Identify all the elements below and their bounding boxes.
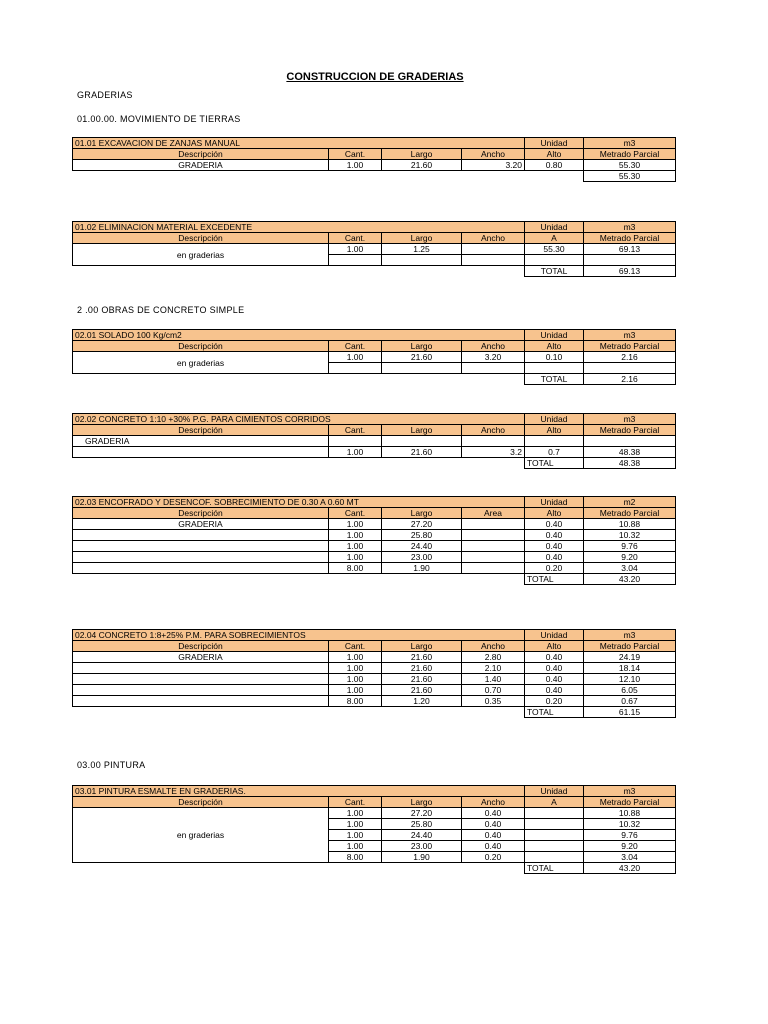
table-row <box>73 244 676 255</box>
cell-metrado: 2.16 <box>584 352 676 363</box>
col-header: Metrado Parcial <box>584 341 676 352</box>
col-header: Alto <box>525 149 584 160</box>
col-header: Largo <box>382 797 462 808</box>
col-header: Cant. <box>329 233 382 244</box>
cell-alto: 0.40 <box>525 674 584 685</box>
unit-value: m3 <box>584 222 676 233</box>
col-header: Ancho <box>462 425 525 436</box>
col-header: Alto <box>525 341 584 352</box>
cell-descripcion <box>73 552 329 563</box>
cell-largo: 1.25 <box>382 244 462 255</box>
col-header: Cant. <box>329 149 382 160</box>
cell-ancho: 2.80 <box>462 652 525 663</box>
total-row <box>73 266 676 277</box>
cell-alto <box>525 852 584 863</box>
col-header: Ancho <box>462 797 525 808</box>
cell-metrado: 9.20 <box>584 841 676 852</box>
table-row <box>73 160 676 171</box>
table-concreto-sobrecimientos <box>72 629 676 718</box>
table-eliminacion <box>72 221 676 277</box>
column-header-row <box>73 149 676 160</box>
col-header: Cant. <box>329 641 382 652</box>
cell-metrado: 9.76 <box>584 830 676 841</box>
unit-value: m3 <box>584 138 676 149</box>
total-value: 61.15 <box>584 707 676 718</box>
table-encofrado <box>72 496 676 585</box>
col-header: Metrado Parcial <box>584 149 676 160</box>
cell-cant: 1.00 <box>329 519 382 530</box>
table-row <box>73 436 676 447</box>
section-heading-concrete: 2 .00 OBRAS DE CONCRETO SIMPLE <box>77 305 245 315</box>
unit-value: m3 <box>584 786 676 797</box>
cell-descripcion: en graderias <box>73 352 329 374</box>
cell-metrado: 69.13 <box>584 244 676 255</box>
cell-alto: 0.20 <box>525 563 584 574</box>
col-header: Largo <box>382 341 462 352</box>
cell-alto: 0.80 <box>525 160 584 171</box>
cell-descripcion: GRADERIA <box>73 519 329 530</box>
cell-ancho: 0.20 <box>462 852 525 863</box>
cell-ancho: 0.35 <box>462 696 525 707</box>
col-header: Descripción <box>73 425 329 436</box>
cell-ancho: 0.40 <box>462 808 525 819</box>
cell-alto: 0.10 <box>525 352 584 363</box>
cell-largo: 21.60 <box>382 685 462 696</box>
cell-ancho: 3.20 <box>462 160 525 171</box>
cell-descripcion <box>73 696 329 707</box>
col-header: A <box>525 233 584 244</box>
table-solado <box>72 329 676 385</box>
cell-descripcion: GRADERIA <box>73 160 329 171</box>
col-header: Cant. <box>329 425 382 436</box>
col-header: Ancho <box>462 341 525 352</box>
cell-metrado: 3.04 <box>584 563 676 574</box>
col-header: Largo <box>382 641 462 652</box>
cell-metrado: 10.88 <box>584 808 676 819</box>
unit-value: m2 <box>584 497 676 508</box>
item-title: 01.01 EXCAVACION DE ZANJAS MANUAL <box>73 138 525 149</box>
unit-value: m3 <box>584 630 676 641</box>
unit-label: Unidad <box>525 497 584 508</box>
table-row <box>73 352 676 363</box>
table-row <box>73 541 676 552</box>
cell-largo: 21.60 <box>382 352 462 363</box>
cell-ancho: 0.40 <box>462 841 525 852</box>
cell-metrado: 10.88 <box>584 519 676 530</box>
col-header: Metrado Parcial <box>584 641 676 652</box>
table-excavacion <box>72 137 676 182</box>
cell-alto <box>525 841 584 852</box>
cell-largo: 1.20 <box>382 696 462 707</box>
cell-alto <box>525 819 584 830</box>
cell-largo: 23.00 <box>382 841 462 852</box>
col-header: Descripción <box>73 508 329 519</box>
cell-ancho: 0.40 <box>462 819 525 830</box>
col-header: Area <box>462 508 525 519</box>
total-row <box>73 458 676 469</box>
subtitle: GRADERIAS <box>77 90 133 100</box>
unit-label: Unidad <box>525 330 584 341</box>
table-row <box>73 652 676 663</box>
total-label: TOTAL <box>525 707 584 718</box>
unit-label: Unidad <box>525 414 584 425</box>
cell-alto: 0.20 <box>525 696 584 707</box>
table-row <box>73 685 676 696</box>
cell-ancho <box>462 244 525 255</box>
cell-cant: 1.00 <box>329 447 382 458</box>
item-title: 01.02 ELIMINACION MATERIAL EXCEDENTE <box>73 222 525 233</box>
cell-alto: 0.7 <box>525 447 584 458</box>
cell-alto <box>525 830 584 841</box>
cell-alto: 55.30 <box>525 244 584 255</box>
cell-metrado: 48.38 <box>584 447 676 458</box>
cell-cant: 1.00 <box>329 685 382 696</box>
table-concreto-cimientos <box>72 413 676 469</box>
cell-ancho: 3.20 <box>462 352 525 363</box>
col-header: Ancho <box>462 149 525 160</box>
cell-largo: 24.40 <box>382 830 462 841</box>
total-row <box>73 707 676 718</box>
cell-ancho: 0.70 <box>462 685 525 696</box>
cell-descripcion: en graderias <box>73 244 329 266</box>
col-header: Descripción <box>73 641 329 652</box>
cell-cant: 1.00 <box>329 541 382 552</box>
total-value: 43.20 <box>584 863 676 874</box>
total-value: 69.13 <box>584 266 676 277</box>
cell-ancho: 3.2 <box>462 447 525 458</box>
cell-alto: 0.40 <box>525 552 584 563</box>
cell-metrado: 18.14 <box>584 663 676 674</box>
cell-descripcion <box>73 663 329 674</box>
total-label: TOTAL <box>525 266 584 277</box>
cell-area <box>462 563 525 574</box>
cell-descripcion: GRADERIA <box>73 652 329 663</box>
cell-largo: 23.00 <box>382 552 462 563</box>
table-title-row <box>73 138 676 149</box>
item-title: 02.01 SOLADO 100 Kg/cm2 <box>73 330 525 341</box>
cell-cant: 1.00 <box>329 674 382 685</box>
document-title: CONSTRUCCION DE GRADERIAS <box>286 71 464 83</box>
cell-largo: 21.60 <box>382 652 462 663</box>
cell-cant: 1.00 <box>329 808 382 819</box>
col-header: Alto <box>525 641 584 652</box>
cell-cant: 8.00 <box>329 696 382 707</box>
cell-cant: 1.00 <box>329 530 382 541</box>
col-header: Descripción <box>73 149 329 160</box>
col-header: Metrado Parcial <box>584 233 676 244</box>
cell-metrado: 24.19 <box>584 652 676 663</box>
cell-area <box>462 541 525 552</box>
item-title: 03.01 PINTURA ESMALTE EN GRADERIAS. <box>73 786 525 797</box>
cell-ancho: 1.40 <box>462 674 525 685</box>
cell-descripcion <box>73 530 329 541</box>
item-title: 02.02 CONCRETO 1:10 +30% P.G. PARA CIMIENTOS CORRIDOS <box>73 414 525 425</box>
cell-alto: 0.40 <box>525 541 584 552</box>
cell-metrado: 10.32 <box>584 819 676 830</box>
cell-metrado: 10.32 <box>584 530 676 541</box>
col-header: Largo <box>382 149 462 160</box>
cell-area <box>462 552 525 563</box>
cell-alto: 0.40 <box>525 663 584 674</box>
cell-cant: 1.00 <box>329 244 382 255</box>
col-header: Cant. <box>329 341 382 352</box>
unit-value: m3 <box>584 330 676 341</box>
cell-cant: 1.00 <box>329 352 382 363</box>
cell-descripcion <box>73 685 329 696</box>
total-row <box>73 863 676 874</box>
cell-alto <box>525 808 584 819</box>
cell-cant: 8.00 <box>329 852 382 863</box>
col-header: Ancho <box>462 641 525 652</box>
total-row <box>73 374 676 385</box>
cell-descripcion <box>73 541 329 552</box>
cell-descripcion: GRADERIA <box>73 436 329 447</box>
col-header: Descripción <box>73 341 329 352</box>
cell-metrado: 9.20 <box>584 552 676 563</box>
cell-largo: 27.20 <box>382 808 462 819</box>
col-header: Descripción <box>73 233 329 244</box>
cell-descripcion <box>73 674 329 685</box>
cell-largo: 21.60 <box>382 447 462 458</box>
table-pintura <box>72 785 676 874</box>
cell-cant: 1.00 <box>329 652 382 663</box>
total-row <box>73 171 676 182</box>
item-title: 02.03 ENCOFRADO Y DESENCOF. SOBRECIMIENTO DE 0.30 A 0.60 MT <box>73 497 525 508</box>
cell-largo: 24.40 <box>382 541 462 552</box>
cell-largo: 1.90 <box>382 852 462 863</box>
total-label: TOTAL <box>525 374 584 385</box>
cell-alto: 0.40 <box>525 685 584 696</box>
table-row <box>73 696 676 707</box>
col-header: Descripción <box>73 797 329 808</box>
total-value: 55.30 <box>584 171 676 182</box>
cell-largo: 21.60 <box>382 663 462 674</box>
cell-alto: 0.40 <box>525 519 584 530</box>
cell-largo: 1.90 <box>382 563 462 574</box>
table-row <box>73 808 676 819</box>
cell-cant: 1.00 <box>329 830 382 841</box>
cell-ancho: 2.10 <box>462 663 525 674</box>
table-row <box>73 663 676 674</box>
cell-largo: 21.60 <box>382 674 462 685</box>
col-header: Largo <box>382 233 462 244</box>
col-header: Largo <box>382 425 462 436</box>
table-row <box>73 447 676 458</box>
table-row <box>73 563 676 574</box>
section-heading-painting: 03.00 PINTURA <box>77 760 146 770</box>
cell-descripcion <box>73 563 329 574</box>
col-header: Largo <box>382 508 462 519</box>
total-row <box>73 574 676 585</box>
cell-alto: 0.40 <box>525 652 584 663</box>
total-value: 2.16 <box>584 374 676 385</box>
col-header: Ancho <box>462 233 525 244</box>
section-heading-earthworks: 01.00.00. MOVIMIENTO DE TIERRAS <box>77 114 241 124</box>
cell-ancho: 0.40 <box>462 830 525 841</box>
table-row <box>73 530 676 541</box>
cell-largo: 27.20 <box>382 519 462 530</box>
cell-metrado: 12.10 <box>584 674 676 685</box>
cell-metrado: 6.05 <box>584 685 676 696</box>
total-value: 43.20 <box>584 574 676 585</box>
unit-value: m3 <box>584 414 676 425</box>
col-header: Metrado Parcial <box>584 797 676 808</box>
total-label: TOTAL <box>525 458 584 469</box>
cell-metrado: 9.76 <box>584 541 676 552</box>
item-title: 02.04 CONCRETO 1:8+25% P.M. PARA SOBRECIMIENTOS <box>73 630 525 641</box>
table-row <box>73 552 676 563</box>
unit-label: Unidad <box>525 630 584 641</box>
unit-label: Unidad <box>525 222 584 233</box>
cell-cant: 8.00 <box>329 563 382 574</box>
total-value: 48.38 <box>584 458 676 469</box>
col-header: Metrado Parcial <box>584 508 676 519</box>
total-label: TOTAL <box>525 863 584 874</box>
cell-cant: 1.00 <box>329 552 382 563</box>
cell-metrado: 0.67 <box>584 696 676 707</box>
table-row <box>73 519 676 530</box>
cell-metrado: 3.04 <box>584 852 676 863</box>
cell-metrado: 55.30 <box>584 160 676 171</box>
col-header: Alto <box>525 508 584 519</box>
col-header: Metrado Parcial <box>584 425 676 436</box>
cell-largo: 25.80 <box>382 819 462 830</box>
cell-area <box>462 530 525 541</box>
cell-cant: 1.00 <box>329 819 382 830</box>
cell-descripcion: en graderias <box>73 808 329 863</box>
unit-label: Unidad <box>525 138 584 149</box>
cell-cant: 1.00 <box>329 663 382 674</box>
cell-alto: 0.40 <box>525 530 584 541</box>
unit-label: Unidad <box>525 786 584 797</box>
col-header: A <box>525 797 584 808</box>
cell-largo: 21.60 <box>382 160 462 171</box>
cell-cant: 1.00 <box>329 841 382 852</box>
total-label: TOTAL <box>525 574 584 585</box>
col-header: Alto <box>525 425 584 436</box>
col-header: Cant. <box>329 508 382 519</box>
table-row <box>73 674 676 685</box>
cell-largo: 25.80 <box>382 530 462 541</box>
col-header: Cant. <box>329 797 382 808</box>
cell-cant: 1.00 <box>329 160 382 171</box>
cell-area <box>462 519 525 530</box>
